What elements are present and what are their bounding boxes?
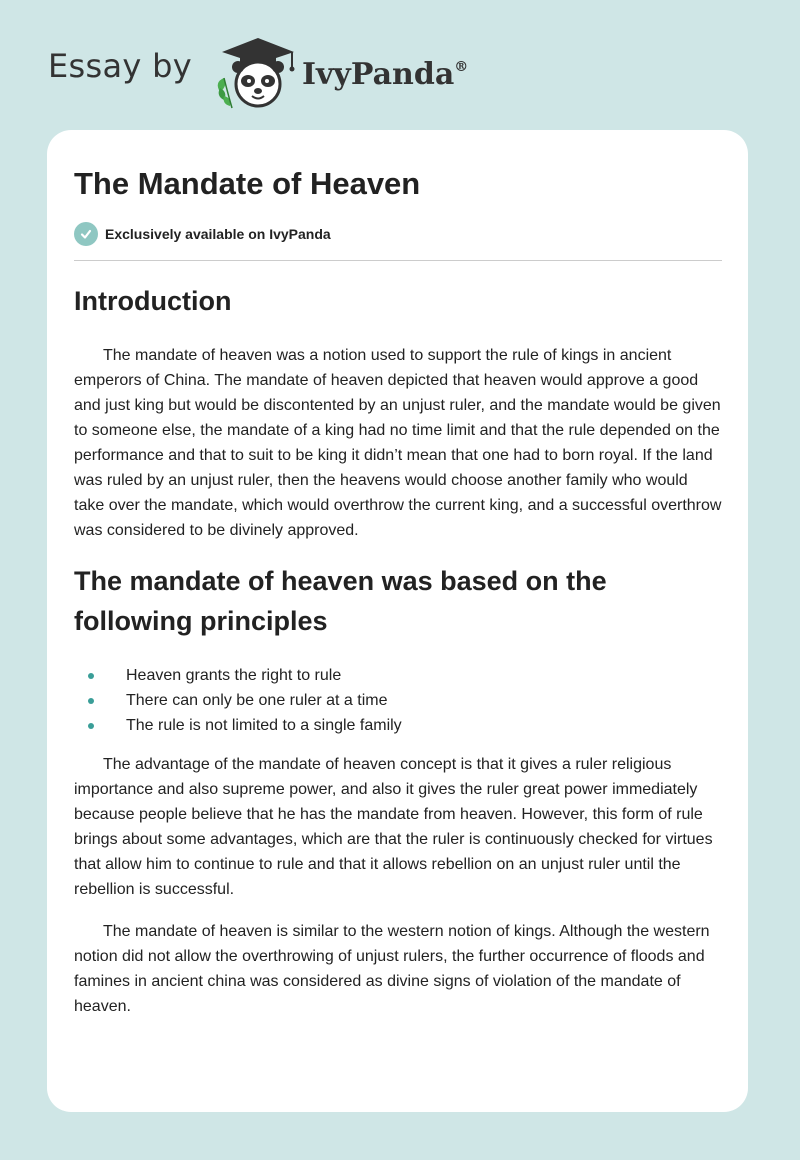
- section-heading-introduction: Introduction: [74, 286, 232, 316]
- title-divider: [74, 260, 722, 261]
- essay-by-label: Essay by: [48, 47, 192, 85]
- site-header: [48, 34, 468, 110]
- essay-card: [47, 130, 748, 1112]
- principles-list: [74, 663, 722, 738]
- brand-name[interactable]: IvyPanda®: [301, 56, 469, 92]
- bullet-icon: [88, 698, 94, 704]
- list-item: The rule is not limited to a single family: [74, 713, 722, 738]
- bullet-icon: [88, 673, 94, 679]
- panda-logo-icon[interactable]: [210, 34, 298, 110]
- intro-paragraph: The mandate of heaven was a notion used to support the rule of kings in ancient emperors of China. The mandate of heaven depicted that heaven would approve a good and just king but would be discontented by an unjust ruler, and the mandate would be given to someone else, the mandate of a king had no time limit and that the rule depended on the performance and that to suit to be king it didn’t mean that one had to born royal. If the land was ruled by an unjust ruler, then the heavens would choose another family who would take over the mandate, which would overthrow the current king, and a successful overthrow was considered to be divinely approved.: [74, 347, 722, 539]
- page-title: The Mandate of Heaven: [74, 166, 421, 201]
- exclusive-badge-label: Exclusively available on IvyPanda: [105, 226, 331, 242]
- exclusive-badge: [74, 222, 722, 246]
- section-heading-principles: The mandate of heaven was based on the following principles: [74, 566, 607, 636]
- registered-mark: ®: [454, 58, 469, 75]
- list-item: There can only be one ruler at a time: [74, 688, 722, 713]
- list-item: Heaven grants the right to rule: [74, 663, 722, 688]
- check-icon: [74, 222, 98, 246]
- advantage-paragraph: The advantage of the mandate of heaven concept is that it gives a ruler religious importance and also supreme power, and also it gives the ruler great power immediately because people believe that he has the mandate from heaven. However, this form of rule brings about some advantages, which are that the ruler is continuously checked for virtues that allow him to continue to rule and that it allows rebellion on an unjust ruler until the rebellion is successful.: [74, 756, 713, 898]
- bullet-icon: [88, 723, 94, 729]
- comparison-paragraph: The mandate of heaven is similar to the western notion of kings. Although the western notion did not allow the overthrowing of unjust rulers, the further occurrence of floods and famines in ancient china was considered as divine signs of violation of the mandate of heaven.: [74, 923, 710, 1015]
